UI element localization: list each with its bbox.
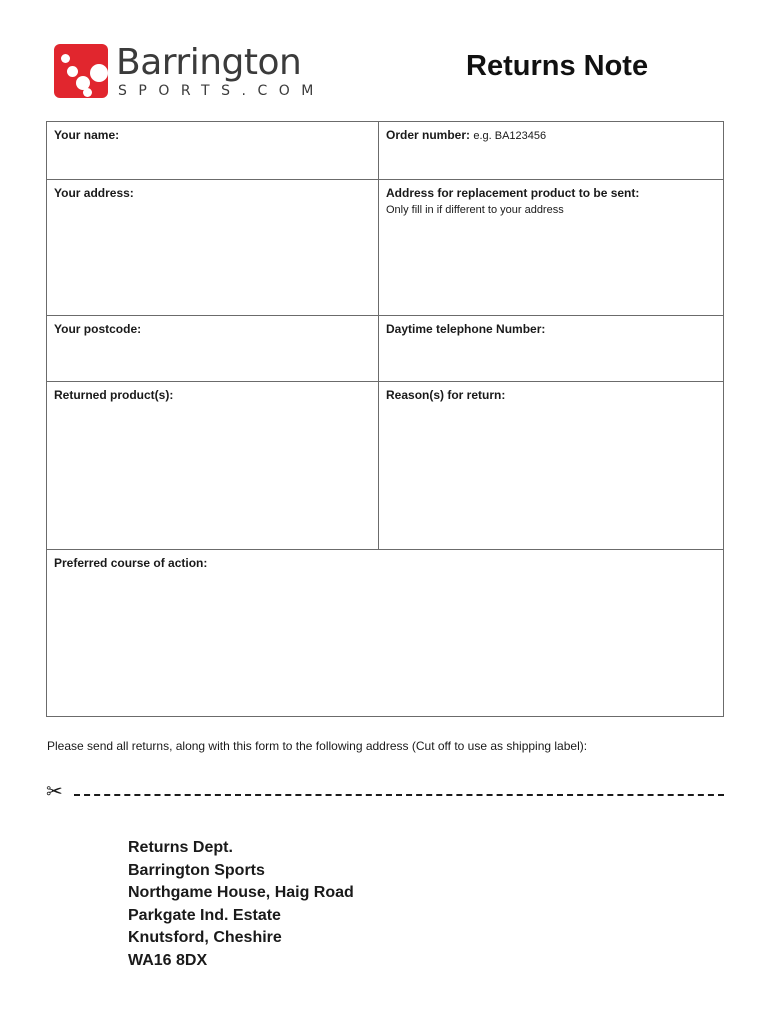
logo-dots-icon — [54, 44, 108, 98]
scissors-icon: ✂ — [46, 779, 63, 803]
your-postcode-field[interactable] — [47, 316, 379, 382]
replacement-address-label: Address for replacement product to be sent: — [386, 186, 640, 200]
preferred-action-field[interactable] — [47, 550, 723, 716]
order-number-label: Order number: e.g. BA123456 — [386, 128, 547, 142]
order-number-hint: e.g. BA123456 — [473, 130, 547, 142]
return-reasons-field[interactable] — [379, 382, 723, 550]
daytime-phone-label: Daytime telephone Number: — [386, 322, 546, 336]
logo-subtitle: SPORTS.COM — [118, 83, 325, 99]
your-address-label: Your address: — [54, 186, 134, 200]
order-number-field[interactable] — [379, 122, 723, 180]
returns-form — [46, 121, 724, 717]
replacement-address-note: Only fill in if different to your address — [386, 204, 564, 216]
address-line-town: Knutsford, Cheshire — [128, 929, 282, 946]
address-line-postcode: WA16 8DX — [128, 951, 208, 969]
return-reasons-label: Reason(s) for return: — [386, 388, 506, 402]
barrington-logo — [54, 42, 325, 100]
preferred-action-label: Preferred course of action: — [54, 556, 208, 570]
your-postcode-label: Your postcode: — [54, 322, 142, 336]
your-name-field[interactable] — [47, 122, 379, 180]
return-address-label — [128, 837, 354, 972]
address-line-dept: Returns Dept. — [128, 839, 233, 856]
address-line-street: Northgame House, Haig Road — [128, 884, 354, 901]
daytime-phone-field[interactable] — [379, 316, 723, 382]
your-address-field[interactable] — [47, 180, 379, 316]
shipping-instructions: Please send all returns, along with this form to the following address (Cut off to use as shipping label): — [47, 739, 588, 753]
cut-line — [46, 779, 726, 804]
returned-products-label: Returned product(s): — [54, 388, 174, 402]
dashed-cut-guide — [74, 794, 724, 796]
address-line-company: Barrington Sports — [128, 861, 265, 879]
page-title: Returns Note — [466, 50, 649, 82]
returned-products-field[interactable] — [47, 382, 379, 550]
logo-wordmark: Barrington — [116, 42, 302, 83]
address-line-estate: Parkgate Ind. Estate — [128, 906, 281, 924]
your-name-label: Your name: — [54, 128, 120, 142]
replacement-address-field[interactable] — [379, 180, 723, 316]
